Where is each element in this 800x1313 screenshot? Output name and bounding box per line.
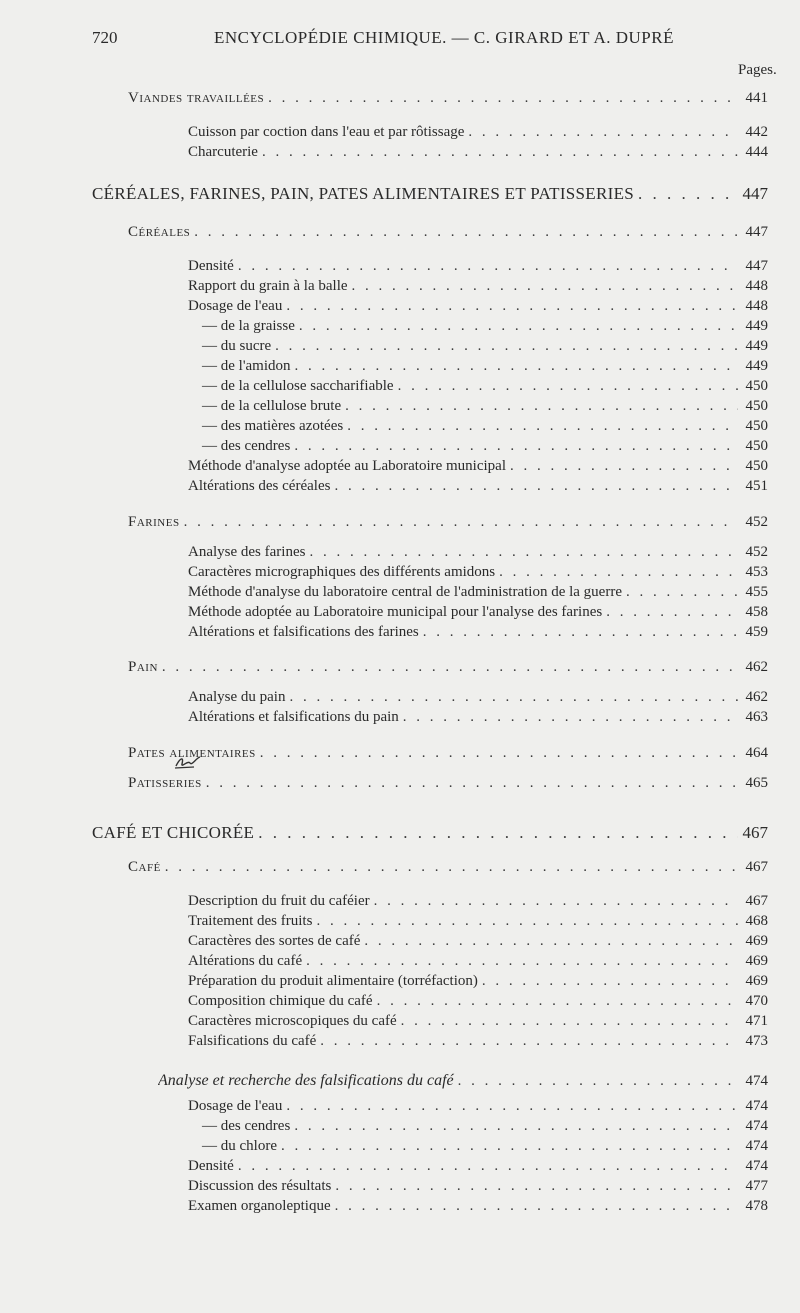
leader-dots [286, 298, 738, 315]
toc-entry-title: Dosage de l'eau [188, 1098, 283, 1114]
toc-entry-page: 463 [745, 709, 768, 725]
toc-entry [188, 624, 768, 641]
toc-entry [188, 458, 768, 475]
leader-dots [194, 224, 738, 241]
toc-entry [188, 893, 768, 910]
toc-entry [128, 90, 768, 107]
pages-column-label: Pages. [738, 62, 777, 78]
leader-dots [286, 1098, 738, 1115]
leader-dots [299, 318, 738, 335]
toc-entry [188, 144, 768, 161]
toc-entry-title: CÉRÉALES, FARINES, PAIN, PATES ALIMENTAIRES ET PATISSERIES [92, 184, 635, 203]
leader-dots [258, 823, 738, 843]
leader-dots [184, 514, 738, 531]
toc-entry [188, 973, 768, 990]
toc-entry [188, 1098, 768, 1115]
leader-dots [238, 1158, 738, 1175]
toc-entry-page: 473 [745, 1033, 768, 1049]
leader-dots [510, 458, 738, 475]
leader-dots [377, 993, 738, 1010]
leader-dots [364, 933, 738, 950]
toc-entry [188, 418, 768, 435]
toc-entry-page: 449 [745, 358, 768, 374]
toc-entry-page: 452 [745, 514, 768, 530]
toc-entry-title: — des matières azotées [202, 418, 344, 434]
toc-entry-title: Méthode adoptée au Laboratoire municipal pour l'analyse des farines [188, 604, 603, 620]
toc-entry-page: 474 [745, 1118, 768, 1134]
toc-entry-title: — de la graisse [202, 318, 295, 334]
leader-dots [335, 1178, 738, 1195]
toc-entry-page: 441 [745, 90, 768, 106]
toc-entry-title: CAFÉ ET CHICORÉE [92, 823, 255, 842]
toc-entry-title: Pain [128, 659, 158, 675]
toc-entry-title: — du sucre [202, 338, 272, 354]
toc-entry [188, 378, 768, 395]
leader-dots [626, 584, 738, 601]
leader-dots [499, 564, 738, 581]
toc-entry-page: 470 [745, 993, 768, 1009]
toc-entry-page: 449 [745, 318, 768, 334]
leader-dots [165, 859, 738, 876]
leader-dots [162, 659, 738, 676]
toc-entry [128, 659, 768, 676]
leader-dots [352, 278, 738, 295]
toc-entry-page: 474 [745, 1098, 768, 1114]
toc-entry-title: Densité [188, 258, 234, 274]
leader-dots [306, 953, 738, 970]
toc-entry [92, 184, 768, 204]
toc-entry-title: — des cendres [202, 1118, 291, 1134]
leader-dots [374, 893, 738, 910]
toc-entry-page: 459 [745, 624, 768, 640]
toc-entry [128, 224, 768, 241]
toc-entry-page: 469 [745, 953, 768, 969]
toc-entry-page: 447 [745, 258, 768, 274]
toc-entry-title: Méthode d'analyse du laboratoire central de l'administration de la guerre [188, 584, 622, 600]
page-number: 720 [92, 28, 118, 47]
leader-dots [482, 973, 738, 990]
leader-dots [335, 1198, 738, 1215]
toc-entry [188, 278, 768, 295]
toc-entry-page: 450 [745, 378, 768, 394]
toc-entry [188, 564, 768, 581]
toc-entry-title: Traitement des fruits [188, 913, 313, 929]
toc-entry-page: 450 [745, 438, 768, 454]
toc-entry [188, 584, 768, 601]
toc-entry-page: 467 [745, 893, 768, 909]
toc-entry-title: Caractères des sortes de café [188, 933, 361, 949]
toc-entry-page: 477 [745, 1178, 768, 1194]
leader-dots [281, 1138, 738, 1155]
toc-entry-page: 474 [745, 1138, 768, 1154]
toc-entry-title: — du chlore [202, 1138, 277, 1154]
toc-entry-page: 471 [745, 1013, 768, 1029]
toc-entry-page: 450 [745, 458, 768, 474]
toc-entry-page: 451 [745, 478, 768, 494]
toc-entry-page: 447 [745, 224, 768, 240]
toc-entry-title: Altérations du café [188, 953, 303, 969]
toc-entry-page: 465 [745, 775, 768, 791]
toc-entry-title: — de l'amidon [202, 358, 291, 374]
toc-entry-page: 464 [745, 745, 768, 761]
leader-dots [294, 438, 738, 455]
toc-entry [188, 298, 768, 315]
toc-entry-page: 448 [745, 298, 768, 314]
leader-dots [294, 1118, 738, 1135]
toc-entry-page: 474 [745, 1073, 768, 1089]
toc-entry [188, 358, 768, 375]
toc-entry [188, 124, 768, 141]
toc-entry [188, 258, 768, 275]
leader-dots [468, 124, 738, 141]
toc-entry-title: Cuisson par coction dans l'eau et par rôtissage [188, 124, 465, 140]
toc-entry-page: 468 [745, 913, 768, 929]
toc-entry-title: Altérations et falsifications des farines [188, 624, 419, 640]
toc-entry-page: 469 [745, 933, 768, 949]
toc-entry-page: 444 [745, 144, 768, 160]
toc-entry [188, 438, 768, 455]
leader-dots [401, 1013, 738, 1030]
toc-entry [188, 913, 768, 930]
toc-entry [188, 1178, 768, 1195]
leader-dots [206, 775, 738, 792]
toc-entry [188, 953, 768, 970]
toc-entry-title: Densité [188, 1158, 234, 1174]
handwritten-mark [172, 754, 202, 770]
toc-entry [188, 709, 768, 726]
leader-dots [309, 544, 738, 561]
toc-entry [188, 544, 768, 561]
toc-entry-page: 442 [745, 124, 768, 140]
toc-entry-title: Café [128, 859, 161, 875]
toc-entry [188, 1013, 768, 1030]
toc-entry [188, 689, 768, 706]
toc-entry [128, 514, 768, 531]
running-title: ENCYCLOPÉDIE CHIMIQUE. — C. GIRARD ET A. DUPRÉ [214, 28, 674, 47]
toc-entry [188, 1198, 768, 1215]
toc-entry [92, 823, 768, 843]
toc-entry [188, 1033, 768, 1050]
leader-dots [289, 689, 738, 706]
toc-entry-title: Caractères micrographiques des différents amidons [188, 564, 496, 580]
toc-entry-title: Patisseries [128, 775, 202, 791]
leader-dots [606, 604, 738, 621]
toc-entry-page: 452 [745, 544, 768, 560]
toc-entry-page: 462 [745, 659, 768, 675]
toc-entry-title: Rapport du grain à la balle [188, 278, 348, 294]
toc-entry-page: 450 [745, 398, 768, 414]
toc-entry-title: Dosage de l'eau [188, 298, 283, 314]
toc-entry-page: 462 [745, 689, 768, 705]
toc-entry [188, 1138, 768, 1155]
toc-entry-title: Analyse des farines [188, 544, 306, 560]
toc-entry-page: 474 [745, 1158, 768, 1174]
toc-entry-page: 449 [745, 338, 768, 354]
leader-dots [238, 258, 738, 275]
toc-entry-title: Méthode d'analyse adoptée au Laboratoire municipal [188, 458, 506, 474]
toc-entry-page: 467 [745, 859, 768, 875]
leader-dots [320, 1033, 738, 1050]
toc-entry-page: 469 [745, 973, 768, 989]
leader-dots [260, 745, 738, 762]
leader-dots [347, 418, 738, 435]
toc-entry [188, 478, 768, 495]
leader-dots [275, 338, 738, 355]
leader-dots [268, 90, 738, 107]
toc-entry-page: 467 [742, 823, 768, 842]
toc-entry-page: 448 [745, 278, 768, 294]
toc-entry-title: Céréales [128, 224, 191, 240]
toc-entry-title: Viandes travaillées [128, 90, 265, 106]
toc-entry-title: Altérations et falsifications du pain [188, 709, 399, 725]
toc-entry-title: Caractères microscopiques du café [188, 1013, 397, 1029]
toc-entry-title: — de la cellulose saccharifiable [202, 378, 394, 394]
toc-entry-title: Pates alimentaires [128, 745, 256, 761]
toc-entry-title: Description du fruit du caféier [188, 893, 370, 909]
toc-entry [128, 859, 768, 876]
toc-entry-page: 478 [745, 1198, 768, 1214]
toc-entry-page: 458 [745, 604, 768, 620]
toc-entry-title: Altérations des céréales [188, 478, 331, 494]
toc-entry [128, 745, 768, 762]
toc-entry [158, 1072, 768, 1090]
toc-entry-title: Analyse du pain [188, 689, 286, 705]
toc-entry-title: — des cendres [202, 438, 291, 454]
toc-entry-title: Discussion des résultats [188, 1178, 332, 1194]
toc-entry-title: Analyse et recherche des falsifications du café [158, 1072, 454, 1089]
toc-entry-title: Examen organoleptique [188, 1198, 331, 1214]
toc-entry-title: Falsifications du café [188, 1033, 317, 1049]
toc-entry-page: 453 [745, 564, 768, 580]
toc-entry [188, 1118, 768, 1135]
leader-dots [403, 709, 738, 726]
leader-dots [295, 358, 738, 375]
toc-entry [188, 604, 768, 621]
leader-dots [334, 478, 738, 495]
toc-entry-title: Composition chimique du café [188, 993, 373, 1009]
toc-entry [188, 318, 768, 335]
toc-entry [188, 993, 768, 1010]
leader-dots [638, 184, 738, 204]
toc-entry [188, 1158, 768, 1175]
leader-dots [345, 398, 738, 415]
leader-dots [458, 1073, 738, 1090]
toc-entry-title: Préparation du produit alimentaire (torréfaction) [188, 973, 478, 989]
page-header [92, 28, 734, 58]
toc-entry-page: 447 [742, 184, 768, 203]
toc-entry [188, 933, 768, 950]
toc-entry [188, 398, 768, 415]
leader-dots [398, 378, 738, 395]
leader-dots [262, 144, 738, 161]
toc-entry [128, 775, 768, 792]
toc-entry-title: Charcuterie [188, 144, 258, 160]
toc-entry-title: — de la cellulose brute [202, 398, 342, 414]
toc-entry-page: 455 [745, 584, 768, 600]
toc-entry [188, 338, 768, 355]
toc-entry-page: 450 [745, 418, 768, 434]
leader-dots [423, 624, 738, 641]
toc-entry-title: Farines [128, 514, 180, 530]
leader-dots [316, 913, 738, 930]
